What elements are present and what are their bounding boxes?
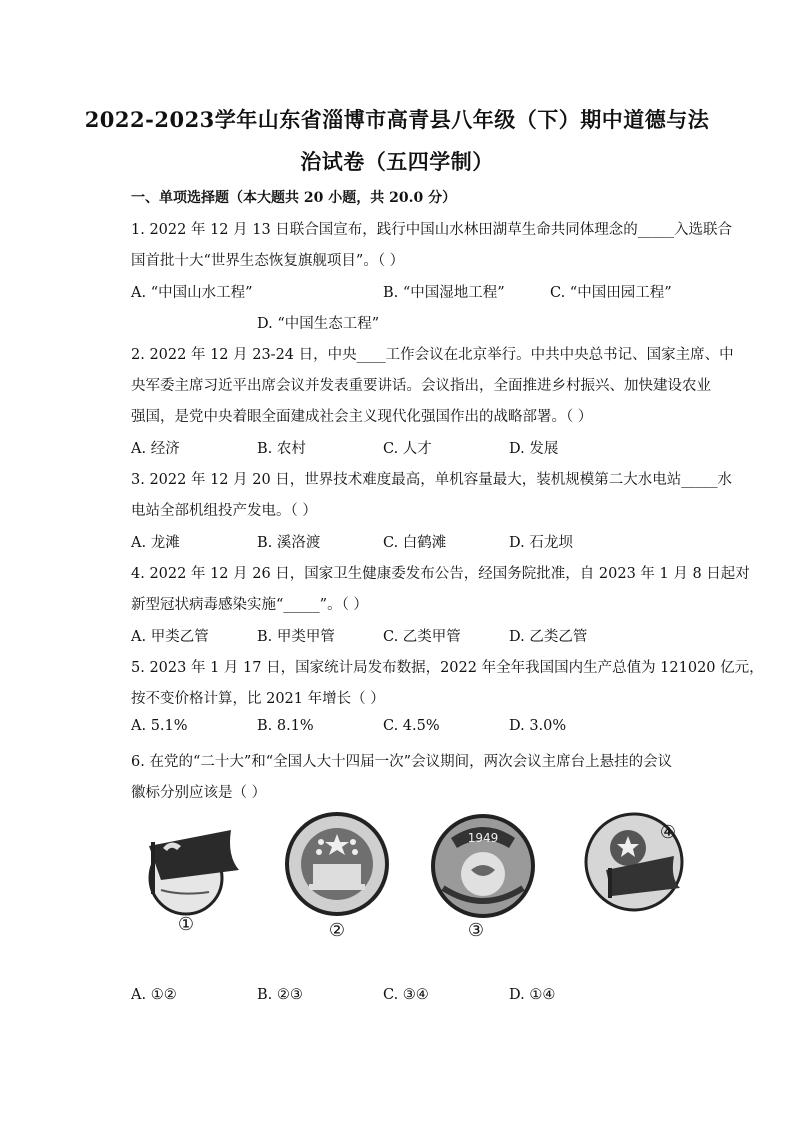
question-1-option-b[interactable]: B. “中国湿地工程” — [383, 285, 505, 301]
question-6-option-d[interactable]: D. ①④ — [509, 987, 556, 1003]
question-2-option-d[interactable]: D. 发展 — [509, 441, 559, 457]
question-1-line-1: 1. 2022 年 12 月 13 日联合国宣布，践行中国山水林田湖草生命共同体理念的_____入选联合 — [131, 222, 733, 238]
question-2-line-3: 强国，是党中央着眼全面建成社会主义现代化强国作出的战略部署。（ ） — [131, 409, 593, 425]
paper-title-line1: 2022-2023学年山东省淄博市高青县八年级（下）期中道德与法 — [84, 107, 710, 132]
cppcc-emblem-icon — [421, 808, 561, 943]
question-4-option-a[interactable]: A. 甲类乙管 — [131, 629, 209, 645]
emblem-2-national-emblem — [271, 808, 411, 943]
emblem-3-number: ③ — [467, 920, 485, 941]
question-3-option-a[interactable]: A. 龙滩 — [131, 535, 180, 551]
question-6-option-a[interactable]: A. ①② — [131, 987, 177, 1003]
question-4-option-d[interactable]: D. 乙类乙管 — [509, 629, 588, 645]
question-5-option-a[interactable]: A. 5.1% — [131, 718, 188, 734]
question-1-option-d[interactable]: D. “中国生态工程” — [257, 316, 380, 332]
question-2-option-b[interactable]: B. 农村 — [257, 441, 306, 457]
question-2-option-c[interactable]: C. 人才 — [383, 441, 432, 457]
question-1-option-a[interactable]: A. “中国山水工程” — [131, 285, 253, 301]
question-3-line-2: 电站全部机组投产发电。（ ） — [131, 503, 317, 519]
emblem-2-number: ② — [328, 920, 346, 941]
question-4-option-b[interactable]: B. 甲类甲管 — [257, 629, 335, 645]
youth-league-emblem-icon — [576, 808, 716, 943]
question-5-option-d[interactable]: D. 3.0% — [509, 718, 567, 734]
section-heading: 一、单项选择题（本大题共 20 小题，共 20.0 分） — [131, 190, 457, 206]
question-5-option-c[interactable]: C. 4.5% — [383, 718, 440, 734]
emblem-images — [131, 808, 721, 943]
question-4-option-c[interactable]: C. 乙类甲管 — [383, 629, 461, 645]
question-5-line-1: 5. 2023 年 1 月 17 日，国家统计局发布数据，2022 年全年我国国内生产总值为 121020 亿元， — [131, 660, 764, 676]
question-1-line-2: 国首批十大“世界生态恢复旗舰项目”。（ ） — [131, 253, 405, 269]
emblem-4-youth-league-emblem — [576, 808, 716, 943]
question-1-option-c[interactable]: C. “中国田园工程” — [550, 285, 672, 301]
paper-title-line2: 治试卷（五四学制） — [300, 149, 494, 174]
national-emblem-icon — [271, 808, 411, 943]
question-3-option-d[interactable]: D. 石龙坝 — [509, 535, 573, 551]
emblem-3-cppcc-emblem — [421, 808, 561, 943]
question-2-option-a[interactable]: A. 经济 — [131, 441, 180, 457]
party-flag-icon — [131, 808, 271, 943]
emblem-4-number: ④ — [659, 822, 677, 843]
emblem-3-year: 1949 — [467, 831, 499, 845]
question-3-line-1: 3. 2022 年 12 月 20 日，世界技术难度最高，单机容量最大，装机规模第二大水电站_____水 — [131, 472, 733, 488]
question-3-option-c[interactable]: C. 白鹤滩 — [383, 535, 447, 551]
emblem-1-party-flag — [131, 808, 271, 943]
question-2-line-2: 央军委主席习近平出席会议并发表重要讲话。会议指出，全面推进乡村振兴、加快建设农业 — [131, 378, 711, 394]
question-4-line-1: 4. 2022 年 12 月 26 日，国家卫生健康委发布公告，经国务院批准，自 2023 年 1 月 8 日起对 — [131, 566, 750, 582]
question-6-option-c[interactable]: C. ③④ — [383, 987, 429, 1003]
question-6-option-b[interactable]: B. ②③ — [257, 987, 303, 1003]
question-2-line-1: 2. 2022 年 12 月 23-24 日，中央____工作会议在北京举行。中共中央总书记、国家主席、中 — [131, 347, 734, 363]
question-4-line-2: 新型冠状病毒感染实施“_____”。（ ） — [131, 597, 368, 613]
question-6-line-1: 6. 在党的“二十大”和“全国人大十四届一次”会议期间，两次会议主席台上悬挂的会议 — [131, 754, 673, 770]
question-3-option-b[interactable]: B. 溪洛渡 — [257, 535, 321, 551]
question-5-option-b[interactable]: B. 8.1% — [257, 718, 314, 734]
emblem-1-number: ① — [177, 914, 195, 935]
question-6-line-2: 徽标分别应该是（ ） — [131, 785, 267, 801]
question-5-line-2: 按不变价格计算，比 2021 年增长（ ） — [131, 691, 385, 707]
